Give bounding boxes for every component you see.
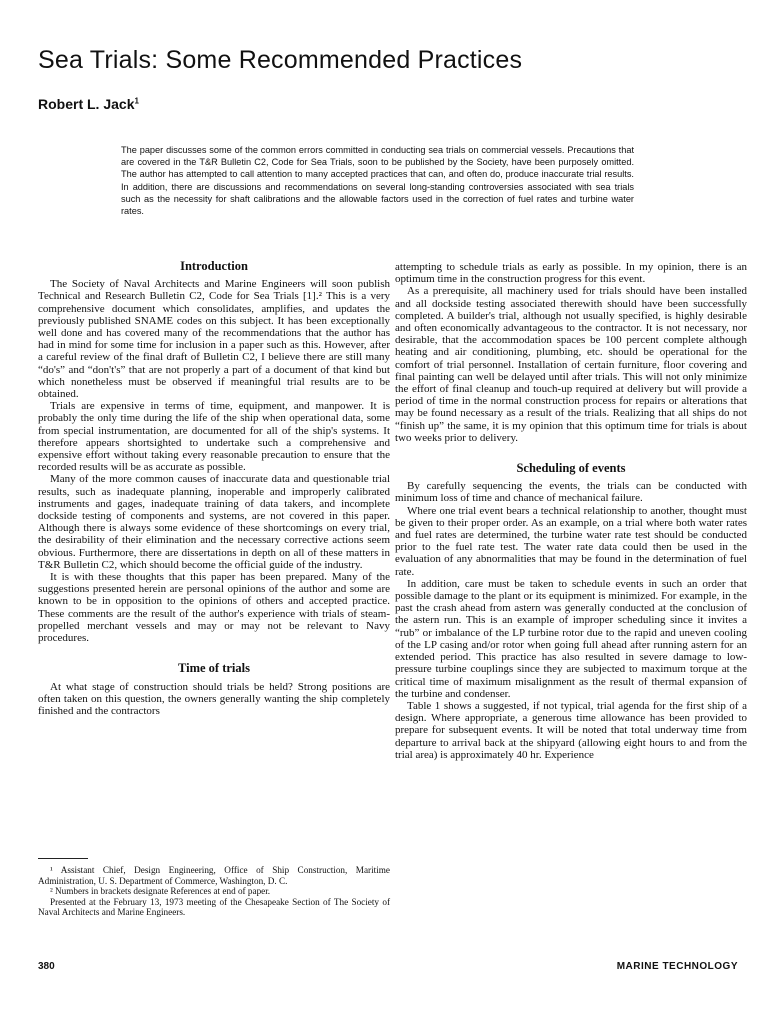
paragraph: By carefully sequencing the events, the trials can be conducted with minimum loss of time and chance of mechanical failure.: [395, 480, 747, 505]
author-name-text: Robert L. Jack: [38, 96, 135, 112]
footnote: Presented at the February 13, 1973 meeting of the Chesapeake Section of The Society of Naval Architects and Marine Engineers.: [38, 896, 390, 917]
footnote-rule: [38, 858, 88, 859]
author-footnote-mark: 1: [134, 96, 139, 106]
paragraph: The Society of Naval Architects and Marine Engineers will soon publish Technical and Research Bulletin C2, Code for Sea Trials [1].² This is a very comprehensive document which consolidates, amplifies, and updates the previously published SNAME codes on this subject. It has been exceptionally well done and has covered many of the recommendations that the author has had in mind for some time for inclusion in a paper such as this. However, after a careful review of the final draft of Bulletin C2, I believe there are still many “do's” and “don't's” that are not properly a part of a document of that kind but which nonetheless must be observed if meaningful trial results are to be obtained.: [38, 278, 390, 401]
footnote: ² Numbers in brackets designate References at end of paper.: [50, 886, 271, 896]
left-column: [38, 260, 390, 717]
right-column: [395, 261, 747, 761]
section-heading-scheduling: Scheduling of events: [516, 461, 626, 476]
footnote: ¹ Assistant Chief, Design Engineering, Office of Ship Construction, Maritime Administration, U. S. Department of Commerce, Washington, D. C.: [38, 865, 390, 886]
paragraph: As a prerequisite, all machinery used for trials should have been installed and all dockside testing associated therewith should have been successfully completed. A builder's trial, although not usually specified, is highly desirable and often economically advantageous to the contractor. It is not necessary, nor desirable, that the accommodation spaces be 100 percent complete although heating and air conditioning, plumbing, etc. should be operational for the comfort of trial personnel. Installation of certain furniture, floor covering and final painting can well be delayed until after trials. This will not only minimize the effort of final cleanup and touch-up required at delivery but will provide a period of time in the normal construction process for repairs or alterations that may be found necessary as a result of the trials. Realizing that all ships do not “finish up” the same, it is my opinion that this optimum time for trials is about two weeks prior to delivery.: [395, 285, 747, 444]
paragraph: attempting to schedule trials as early as possible. In my opinion, there is an optimum time in the construction progress for this event.: [395, 261, 747, 286]
abstract: The paper discusses some of the common errors committed in conducting sea trials on commercial vessels. Precautions that are covered in the T&R Bulletin C2, Code for Sea Trials, soon to be published by the Society, have been purposely omitted. The author has attempted to call attention to many accepted practices that can, and often do, produce inaccurate trial results. In addition, there are discussions and recommendations on several long-standing controversies associated with sea trials such as the necessity for shaft calibrations and the allowable factors used in the correction of fuel rates and turbine water rates.: [121, 145, 634, 217]
page-number: 380: [38, 961, 55, 972]
paper-title: Sea Trials: Some Recommended Practices: [38, 46, 523, 74]
author-name: [38, 96, 139, 112]
paragraph: Where one trial event bears a technical relationship to another, thought must be given to their proper order. As an example, on a trial where both water rates and fuel rates are determined, the turbine water rate test should be conducted prior to the fuel rate test. The water rate data could then be used in the evaluation of any abnormalities that may be found in the determination of fuel rate.: [395, 504, 747, 578]
section-heading-time-of-trials: Time of trials: [178, 661, 250, 676]
paragraph: Many of the more common causes of inaccurate data and questionable trial results, such as inadequate planning, inoperable and improperly calibrated instruments and gages, inadequate training of data takers, and incomplete dockside testing of components and systems, are not covered in this paper. Although there is always some evidence of these shortcomings on every trial, the desirability of their elimination and the necessary corrective actions seem obvious. Furthermore, there are dissertations in depth on all of these matters in T&R Bulletin C2, which should become the official guide of the industry.: [38, 473, 390, 571]
paragraph: At what stage of construction should trials be held? Strong positions are often taken on this question, the owners generally wanting the ship completely finished and the contractors: [38, 680, 390, 717]
paragraph: It is with these thoughts that this paper has been prepared. Many of the suggestions presented herein are personal opinions of the author and some are known to be in opposition to the opinions of others and accepted practice. These comments are the result of the author's experience with trials of steam-propelled merchant vessels and may or may not be relevant to Navy procedures.: [38, 571, 390, 645]
section-heading-introduction: Introduction: [180, 259, 248, 273]
paragraph: Trials are expensive in terms of time, equipment, and manpower. It is probably the only time during the life of the ship when operational data, some from special instrumentation, are documented for all of the ship's systems. It therefore appears shortsighted to undertake such a comprehensive and expensive effort without taking every reasonable precaution to ensure that the recorded results will be as accurate as possible.: [38, 400, 390, 474]
paragraph: In addition, care must be taken to schedule events in such an order that possible damage to the plant or its equipment is minimized. For example, in the past the crash ahead from astern was generally conducted at the conclusion of the astern run. This is an example of improper scheduling since it invites a “rub” or imbalance of the LP turbine rotor due to the rapid and uneven cooling of the LP casing and/or rotor when going full ahead after running astern for an extended period. This practice has also resulted in severe damage to low-pressure turbine couplings since they are subjected to maximum torque at the critical time of maximum misalignment as the result of thermal expansion of the turbine and condenser.: [395, 577, 747, 700]
footnotes: [38, 858, 390, 918]
paragraph: Table 1 shows a suggested, if not typical, trial agenda for the first ship of a design. Where appropriate, a generous time allowance has been provided to prepare for subsequent events. It will be noted that total underway time from departure to arrival back at the shipyard (allowing eight hours to and from the trial area) is approximately 40 hr. Experience: [395, 699, 747, 761]
journal-name: MARINE TECHNOLOGY: [616, 961, 738, 972]
